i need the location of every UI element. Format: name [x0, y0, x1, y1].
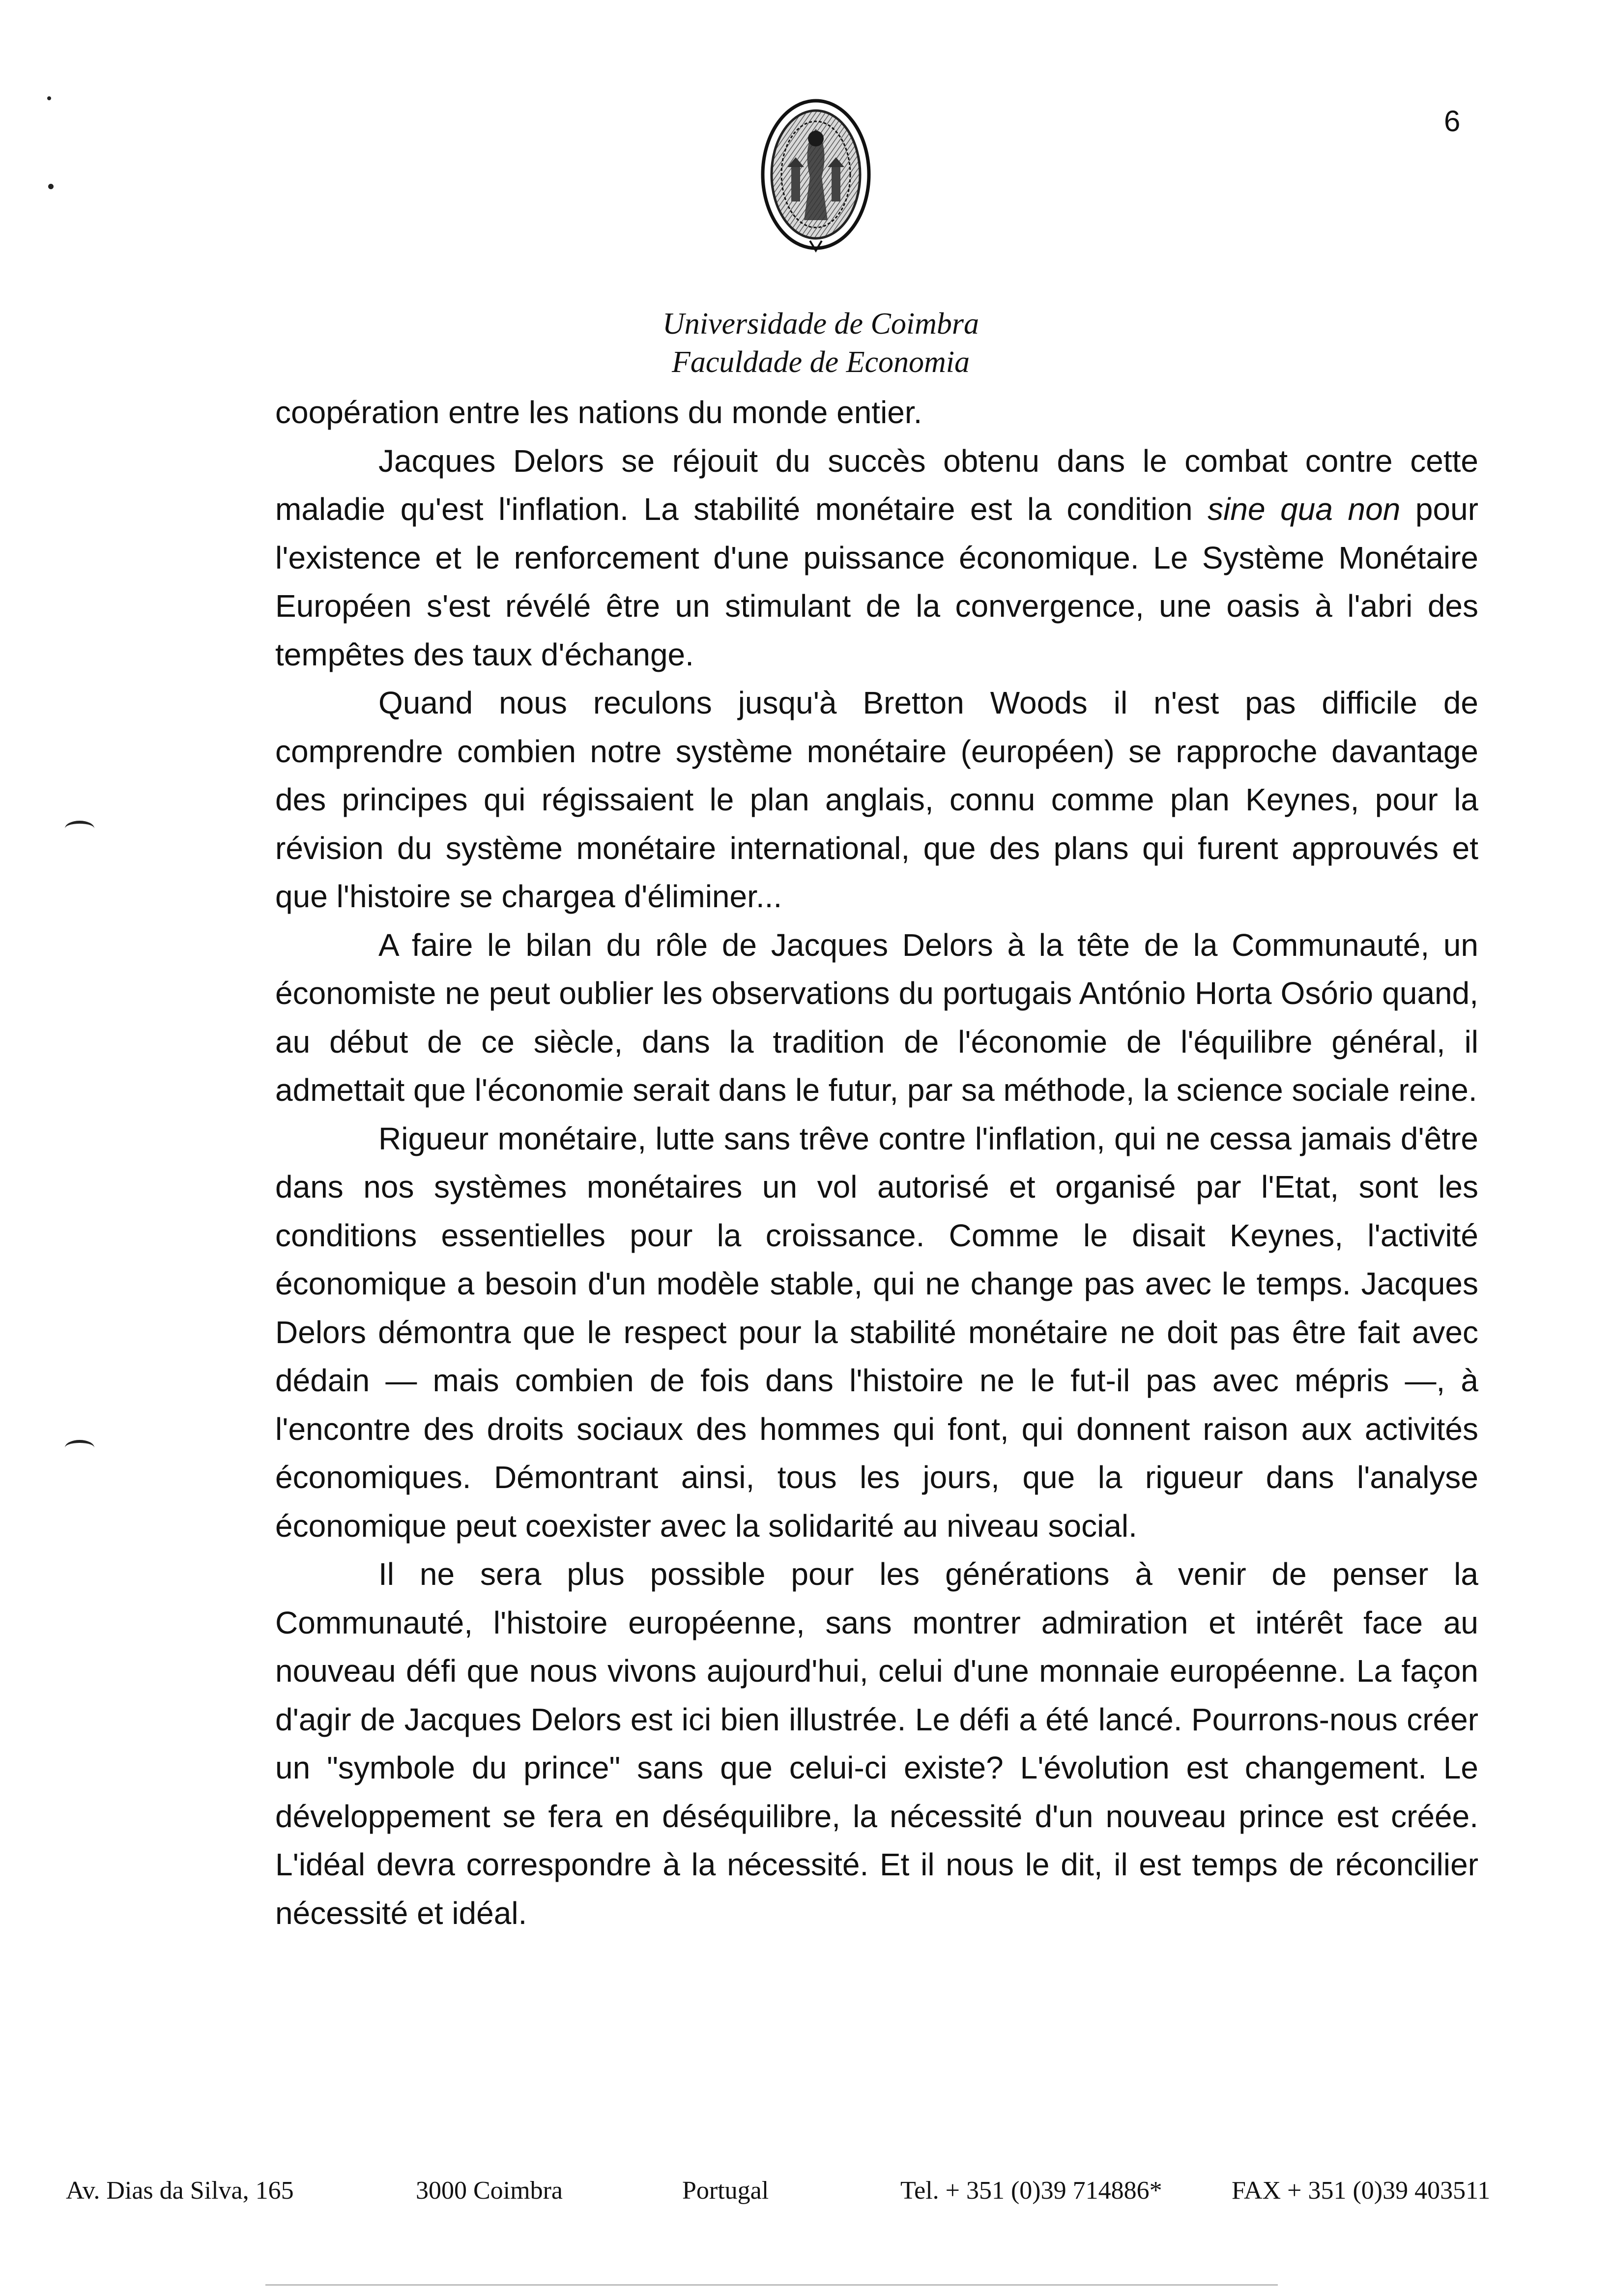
- footer-address: Av. Dias da Silva, 165: [66, 2177, 294, 2205]
- paragraph: [275, 921, 1478, 1115]
- margin-dot: [47, 96, 51, 100]
- footer-fax: FAX + 351 (0)39 403511: [1232, 2177, 1491, 2205]
- paragraph-text: Rigueur monétaire, lutte sans trêve contre l'inflation, qui ne cessa jamais d'être dans nos systèmes monétaires un vol autorisé et organisé par l'Etat, sont les conditions essentielles pour la croissance. Comme le disait Keynes, l'activité économique a besoin d'un modèle stable, qui ne change pas avec le temps. Jacques Delors démontra que le respect pour la stabilité monétaire ne doit pas être fait avec dédain — mais combien de fois dans l'histoire ne le fut-il pas avec mépris —, à l'encontre des droits sociaux des hommes qui font, qui donnent raison aux activités économiques. Démontrant ainsi, tous les jours, que la rigueur dans l'analyse économique peut coexister avec la solidarité au niveau social.: [275, 1120, 1478, 1544]
- paragraph-text: Quand nous reculons jusqu'à Bretton Woods il n'est pas difficile de comprendre combien notre système monétaire (européen) se rapproche davantage des principes qui régissaient le plan anglais, connu comme plan Keynes, pour la révision du système monétaire international, que des plans qui furent approuvés et que l'histoire se chargea d'éliminer...: [275, 685, 1478, 914]
- bottom-rule: [265, 2284, 1278, 2286]
- footer-country: Portugal: [682, 2177, 769, 2205]
- footer-telephone: Tel. + 351 (0)39 714886*: [900, 2177, 1162, 2205]
- paragraph: [275, 437, 1478, 679]
- university-name: Universidade de Coimbra: [662, 307, 979, 341]
- paragraph-text: A faire le bilan du rôle de Jacques Delors à la tête de la Communauté, un économiste ne peut oublier les observations du portugais António Horta Osório quand, au début de ce siècle, dans la tradition de l'économie de l'équilibre général, il admettait que l'économie serait dans le futur, par sa méthode, la science sociale reine.: [275, 927, 1478, 1108]
- page-number: 6: [1444, 105, 1461, 138]
- paragraph-text: coopération entre les nations du monde entier.: [275, 395, 922, 430]
- footer-city: 3000 Coimbra: [416, 2177, 563, 2205]
- paragraph: [275, 679, 1478, 921]
- margin-dot: [48, 184, 54, 189]
- letterhead: [491, 305, 1150, 381]
- paragraph: [275, 388, 1478, 437]
- faculty-name: Faculdade de Economia: [671, 345, 970, 379]
- paragraph: [275, 1115, 1478, 1550]
- paragraph-text: Il ne sera plus possible pour les générations à venir de penser la Communauté, l'histoire européenne, sans montrer admiration et intérêt face au nouveau défi que nous vivons aujourd'hui, celui d'une monnaie européenne. La façon d'agir de Jacques Delors est ici bien illustrée. Le défi a été lancé. Pourrons-nous créer un "symbole du prince" sans que celui-ci existe? L'évolution est changement. Le développement se fera en déséquilibre, la nécessité d'un nouveau prince est créée. L'idéal devra correspondre à la nécessité. Et il nous le dit, il est temps de réconcilier nécessité et idéal.: [275, 1556, 1478, 1931]
- italic-phrase: sine qua non: [1208, 491, 1401, 527]
- margin-mark: [65, 1440, 94, 1456]
- university-seal-icon: [757, 93, 875, 256]
- footer: [0, 2176, 1612, 2215]
- margin-mark: [65, 821, 94, 836]
- paragraph-text: pour l'existence et le renforcement d'une puissance économique. Le Système Monétaire Européen s'est révélé être un stimulant de la convergence, une oasis à l'abri des tempêtes des taux d'échange.: [275, 491, 1479, 672]
- paragraph: [275, 1550, 1478, 1937]
- paragraph-text: Jacques Delors se réjouit du succès obtenu dans le combat contre cette maladie qu'est l'inflation. La stabilité monétaire est la condition: [275, 443, 1478, 527]
- body-text: [275, 388, 1478, 1937]
